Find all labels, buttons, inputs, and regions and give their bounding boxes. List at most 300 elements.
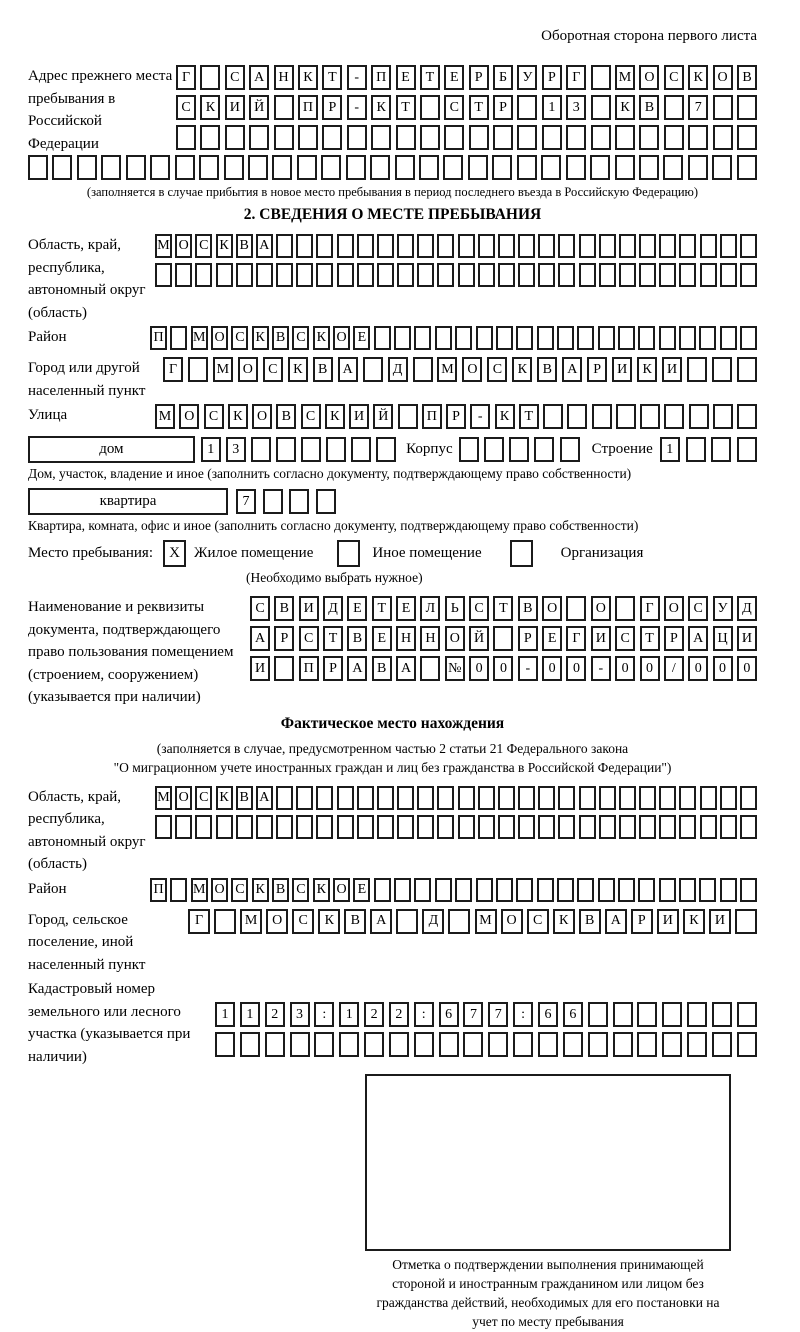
char-cell[interactable] bbox=[276, 263, 293, 287]
char-cell[interactable] bbox=[740, 815, 757, 839]
char-cell[interactable] bbox=[476, 326, 493, 350]
char-cell[interactable]: А bbox=[250, 626, 270, 651]
char-cell[interactable] bbox=[155, 815, 172, 839]
char-cell[interactable]: Д bbox=[323, 596, 343, 621]
char-cell[interactable] bbox=[458, 234, 475, 258]
char-cell[interactable] bbox=[498, 234, 515, 258]
char-cell[interactable]: 1 bbox=[240, 1002, 260, 1027]
char-cell[interactable] bbox=[256, 263, 273, 287]
char-cell[interactable]: М bbox=[155, 404, 175, 429]
char-cell[interactable]: Т bbox=[640, 626, 660, 651]
char-cell[interactable]: 0 bbox=[493, 656, 513, 681]
char-cell[interactable]: К bbox=[313, 326, 330, 350]
char-cell[interactable]: М bbox=[615, 65, 635, 90]
char-cell[interactable]: 1 bbox=[339, 1002, 359, 1027]
char-cell[interactable]: О bbox=[501, 909, 523, 934]
char-cell[interactable] bbox=[618, 326, 635, 350]
char-cell[interactable] bbox=[170, 326, 187, 350]
char-cell[interactable] bbox=[397, 234, 414, 258]
char-cell[interactable] bbox=[737, 404, 757, 429]
char-cell[interactable] bbox=[394, 326, 411, 350]
char-cell[interactable]: Г bbox=[640, 596, 660, 621]
char-cell[interactable]: К bbox=[252, 326, 269, 350]
char-cell[interactable]: О bbox=[175, 234, 192, 258]
char-cell[interactable]: 2 bbox=[389, 1002, 409, 1027]
char-cell[interactable]: С bbox=[204, 404, 224, 429]
char-cell[interactable] bbox=[357, 263, 374, 287]
char-cell[interactable] bbox=[225, 125, 245, 150]
char-cell[interactable] bbox=[377, 263, 394, 287]
char-cell[interactable]: Т bbox=[420, 65, 440, 90]
char-cell[interactable] bbox=[459, 437, 479, 462]
char-cell[interactable]: С bbox=[231, 878, 248, 902]
char-cell[interactable] bbox=[579, 815, 596, 839]
char-cell[interactable] bbox=[740, 786, 757, 810]
char-cell[interactable] bbox=[509, 437, 529, 462]
char-cell[interactable]: Т bbox=[322, 65, 342, 90]
char-cell[interactable]: - bbox=[518, 656, 538, 681]
char-cell[interactable] bbox=[52, 155, 72, 180]
char-cell[interactable] bbox=[417, 234, 434, 258]
char-cell[interactable] bbox=[639, 125, 659, 150]
char-cell[interactable] bbox=[263, 489, 283, 514]
char-cell[interactable] bbox=[395, 155, 415, 180]
char-cell[interactable] bbox=[337, 815, 354, 839]
char-cell[interactable] bbox=[699, 878, 716, 902]
char-cell[interactable]: Е bbox=[353, 878, 370, 902]
char-cell[interactable]: В bbox=[372, 656, 392, 681]
char-cell[interactable]: А bbox=[605, 909, 627, 934]
char-cell[interactable] bbox=[296, 815, 313, 839]
char-cell[interactable] bbox=[377, 815, 394, 839]
char-cell[interactable] bbox=[289, 489, 309, 514]
char-cell[interactable] bbox=[688, 125, 708, 150]
char-cell[interactable] bbox=[591, 95, 611, 120]
char-cell[interactable] bbox=[443, 155, 463, 180]
char-cell[interactable]: К bbox=[495, 404, 515, 429]
char-cell[interactable] bbox=[579, 263, 596, 287]
char-cell[interactable] bbox=[740, 234, 757, 258]
char-cell[interactable] bbox=[435, 326, 452, 350]
char-cell[interactable]: С bbox=[250, 596, 270, 621]
char-cell[interactable] bbox=[557, 326, 574, 350]
char-cell[interactable]: С bbox=[292, 909, 314, 934]
char-cell[interactable]: В bbox=[639, 95, 659, 120]
char-cell[interactable] bbox=[272, 155, 292, 180]
char-cell[interactable] bbox=[276, 234, 293, 258]
char-cell[interactable]: 7 bbox=[688, 95, 708, 120]
char-cell[interactable]: № bbox=[445, 656, 465, 681]
char-cell[interactable] bbox=[478, 234, 495, 258]
char-cell[interactable] bbox=[679, 234, 696, 258]
char-cell[interactable] bbox=[414, 1032, 434, 1057]
char-cell[interactable]: С bbox=[299, 626, 319, 651]
char-cell[interactable] bbox=[599, 263, 616, 287]
char-cell[interactable]: С bbox=[225, 65, 245, 90]
char-cell[interactable] bbox=[558, 234, 575, 258]
char-cell[interactable]: И bbox=[299, 596, 319, 621]
char-cell[interactable]: 3 bbox=[290, 1002, 310, 1027]
char-cell[interactable]: У bbox=[517, 65, 537, 90]
char-cell[interactable] bbox=[455, 878, 472, 902]
char-cell[interactable] bbox=[297, 155, 317, 180]
char-cell[interactable] bbox=[558, 786, 575, 810]
char-cell[interactable] bbox=[663, 155, 683, 180]
char-cell[interactable] bbox=[662, 1002, 682, 1027]
char-cell[interactable]: Д bbox=[388, 357, 408, 382]
char-cell[interactable]: И bbox=[612, 357, 632, 382]
char-cell[interactable] bbox=[200, 65, 220, 90]
char-cell[interactable] bbox=[613, 1032, 633, 1057]
char-cell[interactable]: К bbox=[615, 95, 635, 120]
char-cell[interactable] bbox=[444, 125, 464, 150]
char-cell[interactable] bbox=[713, 404, 733, 429]
char-cell[interactable] bbox=[679, 815, 696, 839]
char-cell[interactable]: И bbox=[225, 95, 245, 120]
char-cell[interactable] bbox=[518, 815, 535, 839]
char-cell[interactable] bbox=[737, 437, 757, 462]
char-cell[interactable] bbox=[296, 234, 313, 258]
char-cell[interactable] bbox=[389, 1032, 409, 1057]
char-cell[interactable] bbox=[543, 404, 563, 429]
char-cell[interactable]: 0 bbox=[566, 656, 586, 681]
char-cell[interactable] bbox=[374, 878, 391, 902]
char-cell[interactable] bbox=[598, 878, 615, 902]
char-cell[interactable]: А bbox=[256, 786, 273, 810]
char-cell[interactable] bbox=[419, 155, 439, 180]
char-cell[interactable]: О bbox=[211, 326, 228, 350]
char-cell[interactable] bbox=[659, 326, 676, 350]
char-cell[interactable] bbox=[619, 263, 636, 287]
char-cell[interactable] bbox=[435, 878, 452, 902]
char-cell[interactable] bbox=[357, 815, 374, 839]
char-cell[interactable] bbox=[538, 815, 555, 839]
char-cell[interactable] bbox=[637, 1032, 657, 1057]
char-cell[interactable]: А bbox=[396, 656, 416, 681]
char-cell[interactable] bbox=[720, 786, 737, 810]
char-cell[interactable] bbox=[590, 155, 610, 180]
char-cell[interactable]: 2 bbox=[265, 1002, 285, 1027]
char-cell[interactable]: 3 bbox=[566, 95, 586, 120]
char-cell[interactable] bbox=[679, 263, 696, 287]
char-cell[interactable]: - bbox=[591, 656, 611, 681]
char-cell[interactable]: 0 bbox=[615, 656, 635, 681]
char-cell[interactable]: В bbox=[236, 786, 253, 810]
char-cell[interactable] bbox=[276, 786, 293, 810]
char-cell[interactable]: С bbox=[469, 596, 489, 621]
char-cell[interactable]: 0 bbox=[640, 656, 660, 681]
char-cell[interactable] bbox=[195, 815, 212, 839]
char-cell[interactable] bbox=[28, 155, 48, 180]
char-cell[interactable] bbox=[420, 656, 440, 681]
char-cell[interactable] bbox=[493, 626, 513, 651]
char-cell[interactable] bbox=[496, 878, 513, 902]
char-cell[interactable] bbox=[347, 125, 367, 150]
char-cell[interactable] bbox=[175, 815, 192, 839]
char-cell[interactable] bbox=[478, 786, 495, 810]
char-cell[interactable]: К bbox=[228, 404, 248, 429]
char-cell[interactable] bbox=[639, 234, 656, 258]
char-cell[interactable] bbox=[414, 878, 431, 902]
char-cell[interactable] bbox=[398, 404, 418, 429]
char-cell[interactable] bbox=[639, 263, 656, 287]
char-cell[interactable] bbox=[290, 1032, 310, 1057]
char-cell[interactable]: : bbox=[513, 1002, 533, 1027]
char-cell[interactable]: 0 bbox=[688, 656, 708, 681]
char-cell[interactable]: О bbox=[175, 786, 192, 810]
char-cell[interactable] bbox=[357, 786, 374, 810]
char-cell[interactable]: Р bbox=[469, 65, 489, 90]
char-cell[interactable]: С bbox=[292, 878, 309, 902]
char-cell[interactable] bbox=[712, 1032, 732, 1057]
char-cell[interactable] bbox=[687, 1032, 707, 1057]
char-cell[interactable] bbox=[619, 815, 636, 839]
char-cell[interactable] bbox=[455, 326, 472, 350]
char-cell[interactable]: Р bbox=[322, 95, 342, 120]
char-cell[interactable]: 0 bbox=[542, 656, 562, 681]
char-cell[interactable] bbox=[686, 437, 706, 462]
char-cell[interactable] bbox=[215, 1032, 235, 1057]
char-cell[interactable]: М bbox=[240, 909, 262, 934]
char-cell[interactable]: В bbox=[344, 909, 366, 934]
char-cell[interactable] bbox=[488, 1032, 508, 1057]
char-cell[interactable]: А bbox=[688, 626, 708, 651]
char-cell[interactable]: В bbox=[579, 909, 601, 934]
checkbox-other-premises[interactable] bbox=[337, 540, 360, 567]
char-cell[interactable] bbox=[236, 815, 253, 839]
char-cell[interactable] bbox=[518, 234, 535, 258]
char-cell[interactable]: Н bbox=[396, 626, 416, 651]
char-cell[interactable] bbox=[639, 815, 656, 839]
char-cell[interactable] bbox=[699, 326, 716, 350]
char-cell[interactable] bbox=[591, 65, 611, 90]
char-cell[interactable] bbox=[216, 815, 233, 839]
char-cell[interactable]: 6 bbox=[538, 1002, 558, 1027]
char-cell[interactable] bbox=[517, 125, 537, 150]
char-cell[interactable]: О bbox=[266, 909, 288, 934]
char-cell[interactable]: Г bbox=[188, 909, 210, 934]
char-cell[interactable] bbox=[712, 155, 732, 180]
char-cell[interactable] bbox=[740, 878, 757, 902]
char-cell[interactable]: В bbox=[537, 357, 557, 382]
char-cell[interactable] bbox=[679, 878, 696, 902]
char-cell[interactable]: К bbox=[325, 404, 345, 429]
char-cell[interactable] bbox=[538, 1032, 558, 1057]
char-cell[interactable]: Р bbox=[446, 404, 466, 429]
char-cell[interactable] bbox=[720, 878, 737, 902]
char-cell[interactable] bbox=[537, 326, 554, 350]
char-cell[interactable] bbox=[301, 437, 321, 462]
char-cell[interactable] bbox=[240, 1032, 260, 1057]
char-cell[interactable] bbox=[740, 263, 757, 287]
char-cell[interactable] bbox=[321, 155, 341, 180]
char-cell[interactable] bbox=[396, 125, 416, 150]
char-cell[interactable]: П bbox=[299, 656, 319, 681]
char-cell[interactable] bbox=[711, 437, 731, 462]
char-cell[interactable]: Й bbox=[373, 404, 393, 429]
char-cell[interactable] bbox=[175, 263, 192, 287]
char-cell[interactable] bbox=[357, 234, 374, 258]
char-cell[interactable]: К bbox=[553, 909, 575, 934]
char-cell[interactable]: Р bbox=[664, 626, 684, 651]
char-cell[interactable] bbox=[478, 263, 495, 287]
char-cell[interactable] bbox=[351, 437, 371, 462]
char-cell[interactable] bbox=[374, 326, 391, 350]
char-cell[interactable] bbox=[615, 155, 635, 180]
char-cell[interactable]: Е bbox=[347, 596, 367, 621]
char-cell[interactable]: Р bbox=[631, 909, 653, 934]
char-cell[interactable]: С bbox=[176, 95, 196, 120]
char-cell[interactable] bbox=[458, 263, 475, 287]
char-cell[interactable] bbox=[396, 909, 418, 934]
char-cell[interactable]: С bbox=[195, 786, 212, 810]
char-cell[interactable]: 0 bbox=[469, 656, 489, 681]
char-cell[interactable] bbox=[687, 1002, 707, 1027]
char-cell[interactable] bbox=[484, 437, 504, 462]
char-cell[interactable] bbox=[689, 404, 709, 429]
char-cell[interactable]: С bbox=[263, 357, 283, 382]
char-cell[interactable] bbox=[592, 404, 612, 429]
char-cell[interactable] bbox=[316, 234, 333, 258]
char-cell[interactable]: М bbox=[155, 234, 172, 258]
char-cell[interactable]: Е bbox=[396, 596, 416, 621]
char-cell[interactable]: О bbox=[591, 596, 611, 621]
char-cell[interactable] bbox=[577, 326, 594, 350]
char-cell[interactable]: Р bbox=[587, 357, 607, 382]
char-cell[interactable] bbox=[740, 326, 757, 350]
char-cell[interactable] bbox=[498, 815, 515, 839]
char-cell[interactable] bbox=[394, 878, 411, 902]
char-cell[interactable]: П bbox=[422, 404, 442, 429]
char-cell[interactable] bbox=[458, 815, 475, 839]
char-cell[interactable] bbox=[397, 263, 414, 287]
char-cell[interactable]: Г bbox=[176, 65, 196, 90]
char-cell[interactable] bbox=[599, 234, 616, 258]
char-cell[interactable]: А bbox=[562, 357, 582, 382]
char-cell[interactable] bbox=[492, 155, 512, 180]
char-cell[interactable]: В bbox=[313, 357, 333, 382]
char-cell[interactable]: О bbox=[179, 404, 199, 429]
char-cell[interactable]: Т bbox=[469, 95, 489, 120]
char-cell[interactable] bbox=[700, 263, 717, 287]
char-cell[interactable] bbox=[538, 234, 555, 258]
char-cell[interactable]: 1 bbox=[660, 437, 680, 462]
char-cell[interactable] bbox=[274, 125, 294, 150]
char-cell[interactable] bbox=[316, 815, 333, 839]
char-cell[interactable] bbox=[618, 878, 635, 902]
char-cell[interactable] bbox=[155, 263, 172, 287]
char-cell[interactable] bbox=[659, 234, 676, 258]
char-cell[interactable]: Ь bbox=[445, 596, 465, 621]
char-cell[interactable] bbox=[591, 125, 611, 150]
char-cell[interactable] bbox=[251, 437, 271, 462]
char-cell[interactable]: С bbox=[231, 326, 248, 350]
char-cell[interactable] bbox=[735, 909, 757, 934]
char-cell[interactable]: К bbox=[216, 234, 233, 258]
char-cell[interactable] bbox=[637, 1002, 657, 1027]
char-cell[interactable] bbox=[700, 234, 717, 258]
char-cell[interactable] bbox=[364, 1032, 384, 1057]
char-cell[interactable]: Р bbox=[542, 65, 562, 90]
char-cell[interactable]: Е bbox=[542, 626, 562, 651]
char-cell[interactable]: И bbox=[349, 404, 369, 429]
char-cell[interactable]: Е bbox=[353, 326, 370, 350]
char-cell[interactable] bbox=[517, 155, 537, 180]
char-cell[interactable]: В bbox=[347, 626, 367, 651]
char-cell[interactable] bbox=[322, 125, 342, 150]
char-cell[interactable] bbox=[579, 234, 596, 258]
char-cell[interactable] bbox=[371, 125, 391, 150]
char-cell[interactable]: - bbox=[347, 65, 367, 90]
char-cell[interactable]: 7 bbox=[488, 1002, 508, 1027]
char-cell[interactable] bbox=[150, 155, 170, 180]
char-cell[interactable]: Р bbox=[274, 626, 294, 651]
char-cell[interactable]: 7 bbox=[463, 1002, 483, 1027]
char-cell[interactable] bbox=[175, 155, 195, 180]
char-cell[interactable]: Р bbox=[323, 656, 343, 681]
char-cell[interactable]: И bbox=[591, 626, 611, 651]
char-cell[interactable]: О bbox=[542, 596, 562, 621]
char-cell[interactable]: М bbox=[155, 786, 172, 810]
char-cell[interactable]: Т bbox=[493, 596, 513, 621]
char-cell[interactable] bbox=[679, 786, 696, 810]
char-cell[interactable] bbox=[397, 786, 414, 810]
char-cell[interactable] bbox=[700, 786, 717, 810]
char-cell[interactable]: М bbox=[437, 357, 457, 382]
char-cell[interactable] bbox=[77, 155, 97, 180]
char-cell[interactable]: Е bbox=[396, 65, 416, 90]
char-cell[interactable] bbox=[337, 234, 354, 258]
char-cell[interactable]: С bbox=[688, 596, 708, 621]
char-cell[interactable]: М bbox=[191, 878, 208, 902]
char-cell[interactable]: Д bbox=[737, 596, 757, 621]
char-cell[interactable]: С bbox=[301, 404, 321, 429]
char-cell[interactable] bbox=[439, 1032, 459, 1057]
char-cell[interactable] bbox=[420, 125, 440, 150]
char-cell[interactable] bbox=[195, 263, 212, 287]
char-cell[interactable] bbox=[688, 155, 708, 180]
char-cell[interactable]: М bbox=[191, 326, 208, 350]
char-cell[interactable]: С bbox=[527, 909, 549, 934]
char-cell[interactable] bbox=[720, 815, 737, 839]
char-cell[interactable] bbox=[737, 155, 757, 180]
char-cell[interactable]: О bbox=[238, 357, 258, 382]
char-cell[interactable] bbox=[534, 437, 554, 462]
char-cell[interactable]: О bbox=[445, 626, 465, 651]
char-cell[interactable] bbox=[518, 263, 535, 287]
char-cell[interactable] bbox=[437, 786, 454, 810]
char-cell[interactable] bbox=[437, 234, 454, 258]
char-cell[interactable] bbox=[737, 1002, 757, 1027]
char-cell[interactable] bbox=[216, 263, 233, 287]
char-cell[interactable] bbox=[377, 234, 394, 258]
char-cell[interactable] bbox=[659, 815, 676, 839]
char-cell[interactable] bbox=[276, 815, 293, 839]
char-cell[interactable] bbox=[346, 155, 366, 180]
char-cell[interactable]: С bbox=[615, 626, 635, 651]
char-cell[interactable] bbox=[558, 263, 575, 287]
char-cell[interactable] bbox=[558, 815, 575, 839]
char-cell[interactable] bbox=[417, 815, 434, 839]
char-cell[interactable]: Г bbox=[163, 357, 183, 382]
char-cell[interactable] bbox=[538, 263, 555, 287]
char-cell[interactable] bbox=[249, 125, 269, 150]
char-cell[interactable] bbox=[458, 786, 475, 810]
char-cell[interactable] bbox=[296, 263, 313, 287]
char-cell[interactable] bbox=[274, 95, 294, 120]
char-cell[interactable] bbox=[659, 263, 676, 287]
char-cell[interactable]: : bbox=[414, 1002, 434, 1027]
